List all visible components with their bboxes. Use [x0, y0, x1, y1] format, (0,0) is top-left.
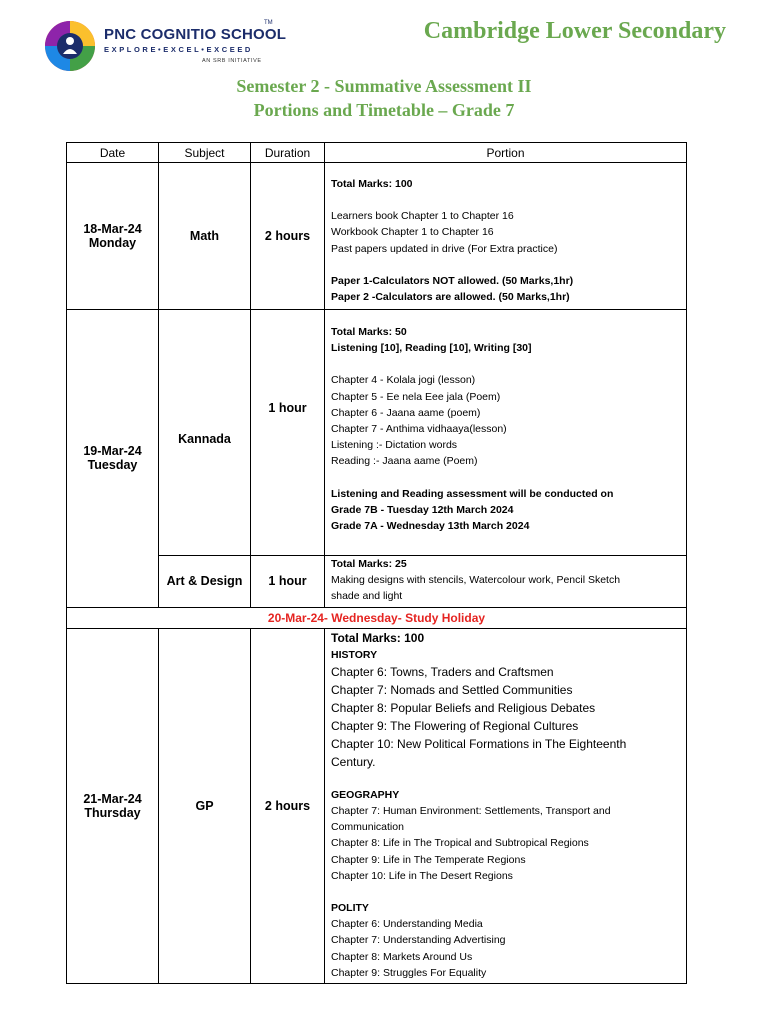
date-cell	[67, 628, 159, 983]
school-logo	[44, 16, 287, 76]
exam-date: 21-Mar-24	[83, 791, 142, 806]
portion-line: Chapter 4 - Kolala jogi (lesson)	[331, 374, 476, 387]
column-header-duration: Duration	[251, 143, 325, 163]
school-tagline: EXPLORE•EXCEL•EXCEED	[104, 45, 253, 54]
polity-line: Chapter 9: Struggles For Equality	[331, 966, 487, 979]
portion-line: Past papers updated in drive (For Extra practice)	[331, 242, 558, 255]
school-name: PNC COGNITIO SCHOOL	[104, 26, 287, 43]
section-heading-history: HISTORY	[331, 648, 378, 661]
column-header-date: Date	[67, 143, 159, 163]
section-heading-geography: GEOGRAPHY	[331, 788, 400, 801]
duration-cell	[251, 310, 325, 556]
program-title: Cambridge Lower Secondary	[423, 18, 726, 44]
portion-cell	[325, 163, 687, 310]
table-row-holiday	[67, 607, 687, 628]
history-line: Chapter 8: Popular Beliefs and Religious Debates	[331, 700, 596, 715]
assessment-note: Grade 7B - Tuesday 12th March 2024	[331, 503, 514, 516]
column-header-portion: Portion	[325, 143, 687, 163]
assessment-title: Semester 2 - Summative Assessment II	[236, 76, 532, 96]
duration-cell: 2 hours	[251, 628, 325, 983]
trademark-mark: TM	[264, 20, 273, 26]
paper-note: Paper 2 -Calculators are allowed. (50 Marks,1hr)	[331, 291, 570, 304]
subject-cell: GP	[159, 628, 251, 983]
exam-date: 18-Mar-24	[83, 222, 142, 236]
header-row	[67, 143, 687, 163]
portion-line: Chapter 5 - Ee nela Eee jala (Poem)	[331, 390, 501, 403]
exam-date: 19-Mar-24	[83, 444, 142, 459]
duration-label: 1 hour	[268, 400, 307, 415]
geography-line: Chapter 9: Life in The Temperate Regions	[331, 853, 526, 866]
subject-cell: Art & Design	[159, 556, 251, 608]
portion-cell	[325, 310, 687, 556]
subject-cell	[159, 310, 251, 556]
exam-day: Tuesday	[87, 458, 138, 473]
timetable-subtitle: Portions and Timetable – Grade 7	[253, 100, 515, 120]
history-line: Chapter 7: Nomads and Settled Communities	[331, 682, 573, 697]
column-header-subject: Subject	[159, 143, 251, 163]
study-holiday-banner: 20-Mar-24- Wednesday- Study Holiday	[67, 607, 687, 628]
section-heading-polity: POLITY	[331, 902, 369, 915]
portion-line: Listening :- Dictation words	[331, 439, 458, 452]
geography-line: Communication	[331, 821, 404, 834]
subject-cell: Math	[159, 163, 251, 310]
portion-line: Reading :- Jaana aame (Poem)	[331, 455, 478, 468]
polity-line: Chapter 6: Understanding Media	[331, 918, 483, 931]
total-marks: Total Marks: 25	[331, 558, 407, 570]
table-row-art	[67, 556, 687, 608]
geography-line: Chapter 7: Human Environment: Settlements, Transport and	[331, 805, 611, 818]
subject-label: Kannada	[178, 431, 231, 446]
portion-line: Chapter 7 - Anthima vidhaaya(lesson)	[331, 423, 507, 436]
table-row-kannada	[67, 310, 687, 556]
total-marks: Total Marks: 100	[331, 178, 413, 190]
polity-line: Chapter 7: Understanding Advertising	[331, 934, 506, 947]
paper-note: Paper 1-Calculators NOT allowed. (50 Marks,1hr)	[331, 274, 574, 287]
table-row-gp	[67, 628, 687, 983]
exam-day: Monday	[88, 236, 137, 250]
initiative-label: AN SRB INITIATIVE	[202, 58, 262, 64]
date-cell	[67, 163, 159, 310]
exam-day: Thursday	[84, 805, 141, 820]
geography-line: Chapter 10: Life in The Desert Regions	[331, 869, 513, 882]
portion-line: Chapter 6 - Jaana aame (poem)	[331, 406, 481, 419]
history-line: Century.	[331, 754, 376, 769]
portion-cell	[325, 628, 687, 983]
portion-line: Learners book Chapter 1 to Chapter 16	[331, 210, 514, 223]
marks-breakdown: Listening [10], Reading [10], Writing [30]	[331, 342, 532, 355]
timetable	[66, 142, 687, 984]
portion-line: shade and light	[331, 590, 403, 603]
portion-cell	[325, 556, 687, 608]
duration-cell: 2 hours	[251, 163, 325, 310]
history-line: Chapter 9: The Flowering of Regional Cultures	[331, 718, 579, 733]
date-cell	[67, 310, 159, 608]
assessment-note: Grade 7A - Wednesday 13th March 2024	[331, 520, 530, 533]
school-emblem-icon	[44, 20, 96, 72]
portion-line: Workbook Chapter 1 to Chapter 16	[331, 226, 494, 239]
duration-cell: 1 hour	[251, 556, 325, 608]
total-marks: Total Marks: 50	[331, 326, 407, 338]
total-marks: Total Marks: 100	[331, 630, 425, 645]
polity-line: Chapter 8: Markets Around Us	[331, 950, 473, 963]
assessment-note: Listening and Reading assessment will be conducted on	[331, 487, 614, 500]
portion-line: Making designs with stencils, Watercolour work, Pencil Sketch	[331, 574, 621, 587]
history-line: Chapter 6: Towns, Traders and Craftsmen	[331, 664, 554, 679]
history-line: Chapter 10: New Political Formations in The Eighteenth	[331, 736, 627, 751]
table-row-math	[67, 163, 687, 310]
geography-line: Chapter 8: Life in The Tropical and Subtropical Regions	[331, 837, 589, 850]
